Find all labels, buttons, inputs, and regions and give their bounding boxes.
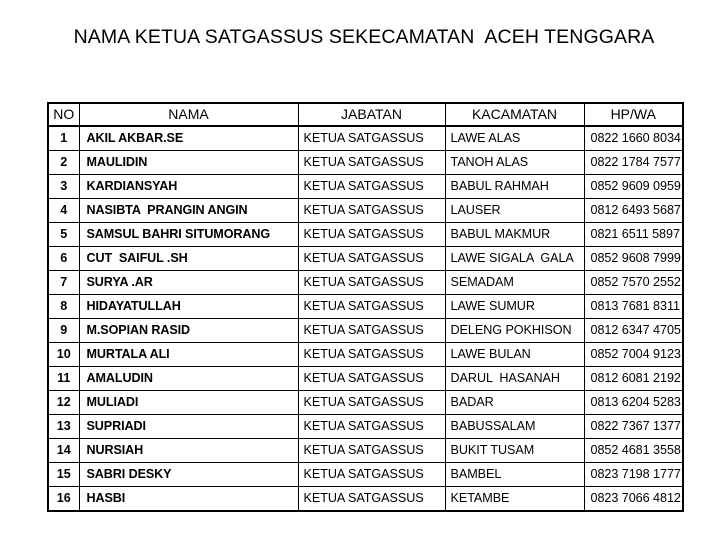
cell-nama: SURYA .AR <box>79 271 298 295</box>
cell-no: 14 <box>48 439 79 463</box>
cell-jabatan: KETUA SATGASSUS <box>298 271 445 295</box>
cell-nama: AMALUDIN <box>79 367 298 391</box>
cell-jabatan: KETUA SATGASSUS <box>298 199 445 223</box>
cell-no: 5 <box>48 223 79 247</box>
cell-nama: MURTALA ALI <box>79 343 298 367</box>
column-header-no: NO <box>48 103 79 126</box>
cell-nama: KARDIANSYAH <box>79 175 298 199</box>
cell-jabatan: KETUA SATGASSUS <box>298 175 445 199</box>
table-row <box>48 223 683 247</box>
cell-kacamatan: KETAMBE <box>445 487 584 512</box>
cell-no: 6 <box>48 247 79 271</box>
cell-jabatan: KETUA SATGASSUS <box>298 126 445 151</box>
table-row <box>48 343 683 367</box>
cell-jabatan: KETUA SATGASSUS <box>298 295 445 319</box>
table-row <box>48 367 683 391</box>
table-row <box>48 439 683 463</box>
cell-kacamatan: TANOH ALAS <box>445 151 584 175</box>
cell-jabatan: KETUA SATGASSUS <box>298 391 445 415</box>
cell-kacamatan: BAMBEL <box>445 463 584 487</box>
cell-no: 9 <box>48 319 79 343</box>
cell-jabatan: KETUA SATGASSUS <box>298 223 445 247</box>
cell-nama: MULIADI <box>79 391 298 415</box>
cell-hpwa: 0852 9608 7999 <box>584 247 683 271</box>
satgassus-roster-table <box>47 102 684 512</box>
cell-jabatan: KETUA SATGASSUS <box>298 439 445 463</box>
cell-hpwa: 0852 7004 9123 <box>584 343 683 367</box>
table-row <box>48 247 683 271</box>
table-header <box>48 103 683 126</box>
table-row <box>48 319 683 343</box>
cell-nama: M.SOPIAN RASID <box>79 319 298 343</box>
cell-hpwa: 0822 1784 7577 <box>584 151 683 175</box>
cell-kacamatan: DARUL HASANAH <box>445 367 584 391</box>
cell-hpwa: 0852 4681 3558 <box>584 439 683 463</box>
table-row <box>48 199 683 223</box>
table-row <box>48 391 683 415</box>
cell-jabatan: KETUA SATGASSUS <box>298 487 445 512</box>
cell-kacamatan: LAUSER <box>445 199 584 223</box>
table-row <box>48 463 683 487</box>
roster-table-container <box>47 102 682 512</box>
table-row <box>48 487 683 512</box>
table-row <box>48 271 683 295</box>
cell-no: 1 <box>48 126 79 151</box>
cell-jabatan: KETUA SATGASSUS <box>298 415 445 439</box>
cell-nama: AKIL AKBAR.SE <box>79 126 298 151</box>
column-header-hpwa: HP/WA <box>584 103 683 126</box>
cell-hpwa: 0852 7570 2552 <box>584 271 683 295</box>
cell-kacamatan: LAWE ALAS <box>445 126 584 151</box>
cell-kacamatan: BUKIT TUSAM <box>445 439 584 463</box>
cell-hpwa: 0823 7066 4812 <box>584 487 683 512</box>
cell-hpwa: 0821 6511 5897 <box>584 223 683 247</box>
cell-no: 12 <box>48 391 79 415</box>
cell-jabatan: KETUA SATGASSUS <box>298 319 445 343</box>
cell-kacamatan: BADAR <box>445 391 584 415</box>
column-header-jabatan: JABATAN <box>298 103 445 126</box>
cell-jabatan: KETUA SATGASSUS <box>298 247 445 271</box>
table-row <box>48 295 683 319</box>
cell-nama: HIDAYATULLAH <box>79 295 298 319</box>
table-body <box>48 126 683 511</box>
cell-kacamatan: DELENG POKHISON <box>445 319 584 343</box>
column-header-nama: NAMA <box>79 103 298 126</box>
table-row <box>48 415 683 439</box>
cell-kacamatan: LAWE SUMUR <box>445 295 584 319</box>
table-header-row <box>48 103 683 126</box>
cell-kacamatan: LAWE BULAN <box>445 343 584 367</box>
cell-no: 11 <box>48 367 79 391</box>
cell-kacamatan: LAWE SIGALA GALA <box>445 247 584 271</box>
cell-kacamatan: SEMADAM <box>445 271 584 295</box>
cell-hpwa: 0812 6347 4705 <box>584 319 683 343</box>
cell-jabatan: KETUA SATGASSUS <box>298 367 445 391</box>
column-header-kacamatan: KACAMATAN <box>445 103 584 126</box>
cell-no: 3 <box>48 175 79 199</box>
cell-hpwa: 0823 7198 1777 <box>584 463 683 487</box>
cell-nama: SABRI DESKY <box>79 463 298 487</box>
cell-nama: NURSIAH <box>79 439 298 463</box>
cell-no: 15 <box>48 463 79 487</box>
cell-nama: CUT SAIFUL .SH <box>79 247 298 271</box>
cell-hpwa: 0822 7367 1377 <box>584 415 683 439</box>
cell-hpwa: 0812 6493 5687 <box>584 199 683 223</box>
cell-jabatan: KETUA SATGASSUS <box>298 151 445 175</box>
cell-hpwa: 0813 6204 5283 <box>584 391 683 415</box>
cell-hpwa: 0813 7681 8311 <box>584 295 683 319</box>
table-row <box>48 175 683 199</box>
cell-kacamatan: BABUL RAHMAH <box>445 175 584 199</box>
cell-no: 13 <box>48 415 79 439</box>
cell-nama: SUPRIADI <box>79 415 298 439</box>
cell-no: 8 <box>48 295 79 319</box>
cell-no: 2 <box>48 151 79 175</box>
cell-hpwa: 0852 9609 0959 <box>584 175 683 199</box>
cell-kacamatan: BABUSSALAM <box>445 415 584 439</box>
cell-no: 7 <box>48 271 79 295</box>
table-row <box>48 151 683 175</box>
table-row <box>48 126 683 151</box>
cell-no: 10 <box>48 343 79 367</box>
cell-nama: MAULIDIN <box>79 151 298 175</box>
cell-nama: HASBI <box>79 487 298 512</box>
cell-jabatan: KETUA SATGASSUS <box>298 343 445 367</box>
cell-nama: SAMSUL BAHRI SITUMORANG <box>79 223 298 247</box>
cell-hpwa: 0822 1660 8034 <box>584 126 683 151</box>
cell-jabatan: KETUA SATGASSUS <box>298 463 445 487</box>
page-title: NAMA KETUA SATGASSUS SEKECAMATAN ACEH TENGGARA <box>73 26 655 48</box>
cell-no: 16 <box>48 487 79 512</box>
cell-no: 4 <box>48 199 79 223</box>
cell-hpwa: 0812 6081 2192 <box>584 367 683 391</box>
cell-nama: NASIBTA PRANGIN ANGIN <box>79 199 298 223</box>
cell-kacamatan: BABUL MAKMUR <box>445 223 584 247</box>
